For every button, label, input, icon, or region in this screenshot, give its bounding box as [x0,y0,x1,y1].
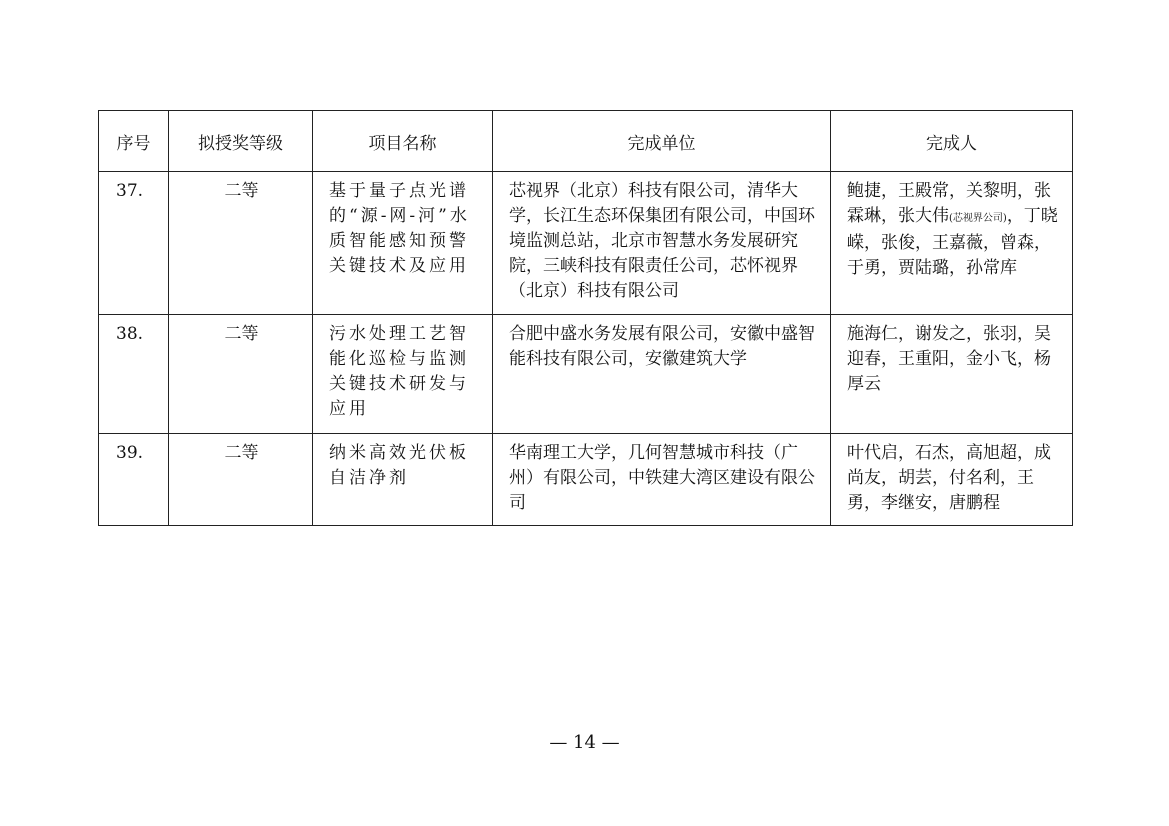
table-header [99,111,1073,172]
row-units: 芯视界（北京）科技有限公司，清华大学，长江生态环保集团有限公司，中国环境监测总站，北京市智慧水务发展研究院，三峡科技有限责任公司，芯怀视界（北京）科技有限公司 [493,172,831,315]
row-index: 37. [99,172,169,315]
header-level: 拟授奖等级 [169,111,313,172]
table-body [99,172,1073,526]
table-row [99,434,1073,526]
header-units: 完成单位 [493,111,831,172]
header-row [99,111,1073,172]
award-table [98,110,1073,526]
page-number: — 14 — [549,732,620,753]
row-index: 39. [99,434,169,526]
row-level: 二等 [169,172,313,315]
row-people [831,434,1073,526]
row-units: 华南理工大学，几何智慧城市科技（广州）有限公司，中铁建大湾区建设有限公司 [493,434,831,526]
people-list: 施海仁，谢发之，张羽，吴迎春，王重阳，金小飞，杨厚云 [847,324,1051,394]
people-list: 叶代启，石杰，高旭超，成尚友，胡芸，付名利，王勇，李继安，唐鹏程 [847,443,1051,513]
row-project-name: 污水处理工艺智能化巡检与监测关键技术研发与应用 [313,315,493,434]
row-project-name: 纳米高效光伏板自洁净剂 [313,434,493,526]
table-row [99,315,1073,434]
row-people [831,315,1073,434]
row-level: 二等 [169,315,313,434]
table-row [99,172,1073,315]
people-list-continued: ，丁晓嵘，张俊，王嘉薇，曾森，于勇，贾陆璐，孙常库 [847,206,1058,278]
header-index: 序号 [99,111,169,172]
row-units: 合肥中盛水务发展有限公司，安徽中盛智能科技有限公司，安徽建筑大学 [493,315,831,434]
header-people: 完成人 [831,111,1073,172]
row-people [831,172,1073,315]
row-project-name: 基于量子点光谱的“源-网-河”水质智能感知预警关键技术及应用 [313,172,493,315]
people-affiliation-note: (芯视界公司) [949,213,1007,224]
header-project-name: 项目名称 [313,111,493,172]
row-index: 38. [99,315,169,434]
row-level: 二等 [169,434,313,526]
people-list: 鲍捷，王殿常，关黎明，张霖琳，张大伟 [847,181,1051,226]
